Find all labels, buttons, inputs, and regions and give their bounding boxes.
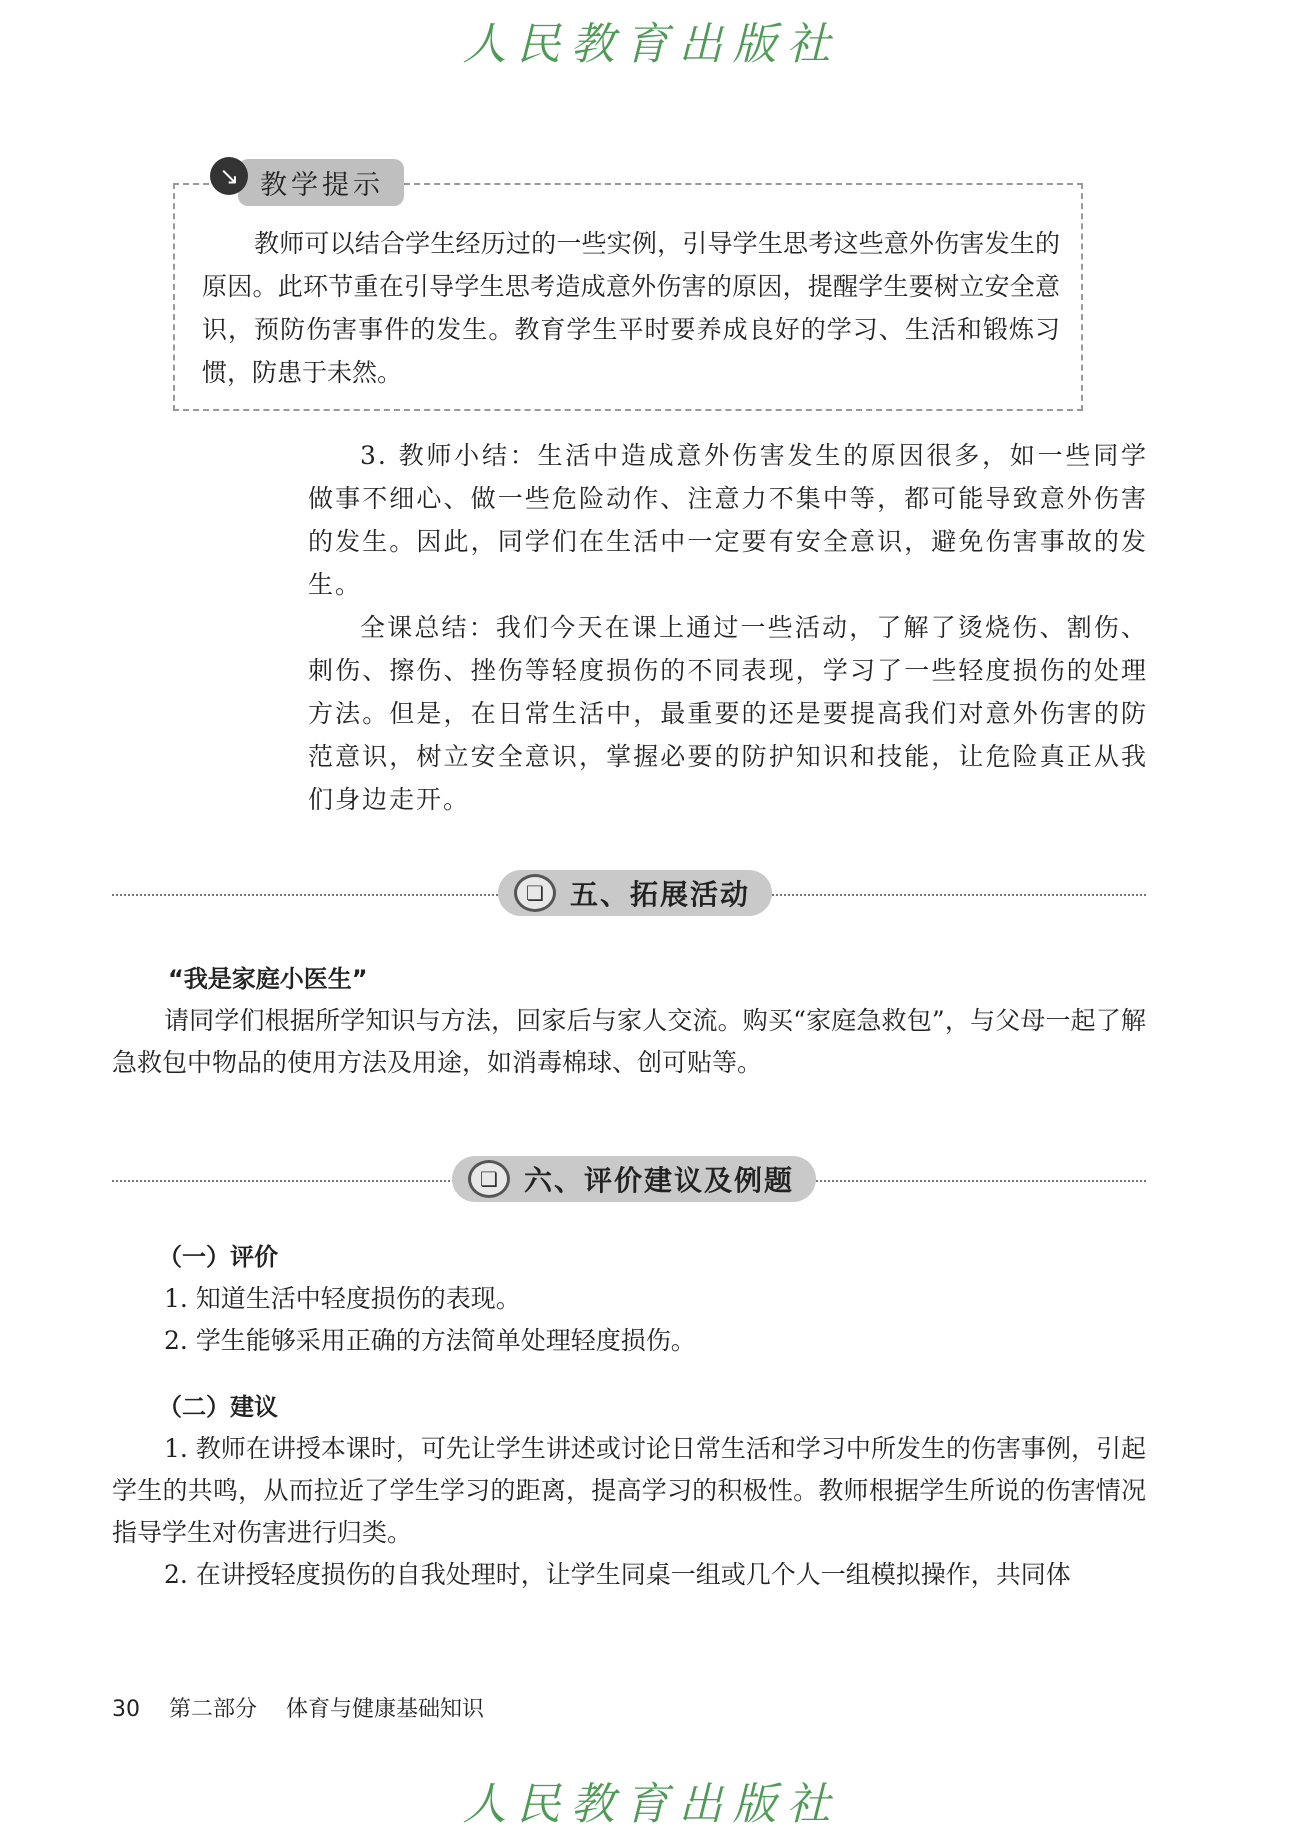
section-title: 五、拓展活动 <box>570 878 751 911</box>
page-footer <box>112 1692 506 1723</box>
section-pill <box>452 1156 816 1202</box>
footer-part: 第二部分 <box>169 1697 258 1722</box>
book-icon: ❏ <box>468 1160 510 1198</box>
section-pill <box>498 870 772 916</box>
teaching-tip-title: 教学提示 <box>238 159 404 206</box>
suggest-heading: （二）建议 <box>158 1393 278 1421</box>
eval-heading: （一）评价 <box>158 1243 278 1271</box>
section5-content <box>112 958 1146 1084</box>
activity-title: “我是家庭小医生” <box>168 965 368 993</box>
course-summary: 全课总结：我们今天在课上通过一些活动，了解了烫烧伤、割伤、刺伤、擦伤、挫伤等轻度损伤的不同表现，学习了一些轻度损伤的处理方法。但是，在日常生活中，最重要的还是要提高我们对意外伤害的防范意识，树立安全意识，掌握必要的防护知识和技能，让危险真正从我们身边走开。 <box>308 613 1148 814</box>
section6-content <box>112 1236 1146 1596</box>
activity-text: 请同学们根据所学知识与方法，回家后与家人交流。购买“家庭急救包”，与父母一起了解急救包中物品的使用方法及用途，如消毒棉球、创可贴等。 <box>112 1006 1146 1077</box>
eval-item: 1. 知道生活中轻度损伤的表现。 <box>164 1284 521 1313</box>
section-header-6 <box>112 1156 1146 1206</box>
summary-block <box>308 434 1148 821</box>
suggest-item: 2. 在讲授轻度损伤的自我处理时，让学生同桌一组或几个人一组模拟操作，共同体 <box>164 1560 1071 1589</box>
publisher-logo-bottom: 人民教育出版社 <box>462 1779 841 1830</box>
eval-item: 2. 学生能够采用正确的方法简单处理轻度损伤。 <box>164 1326 696 1355</box>
suggest-item: 1. 教师在讲授本课时，可先让学生讲述或讨论日常生活和学习中所发生的伤害事例，引起学生的共鸣，从而拉近了学生学习的距离，提高学习的积极性。教师根据学生所说的伤害情况指导学生对伤害进行归类。 <box>112 1434 1146 1547</box>
teaching-tip-header <box>200 158 404 206</box>
section-header-5 <box>112 870 1146 920</box>
section-title: 六、评价建议及例题 <box>524 1164 795 1197</box>
teacher-summary: 3. 教师小结：生活中造成意外伤害发生的原因很多，如一些同学做事不细心、做一些危险动作、注意力不集中等，都可能导致意外伤害的发生。因此，同学们在生活中一定要有安全意识，避免伤害事故的发生。 <box>308 441 1148 599</box>
page-number: 30 <box>112 1697 140 1722</box>
book-icon: ❏ <box>514 874 556 912</box>
arrow-down-right-icon: ↘ <box>210 157 248 195</box>
teaching-tip-text <box>202 222 1060 394</box>
publisher-logo-top: 人民教育出版社 <box>462 19 841 70</box>
footer-chapter: 体育与健康基础知识 <box>286 1697 485 1722</box>
teaching-tip-paragraph: 教师可以结合学生经历过的一些实例，引导学生思考这些意外伤害发生的原因。此环节重在引导学生思考造成意外伤害的原因，提醒学生要树立安全意识，预防伤害事件的发生。教育学生平时要养成良好的学习、生活和锻炼习惯，防患于未然。 <box>202 229 1060 387</box>
